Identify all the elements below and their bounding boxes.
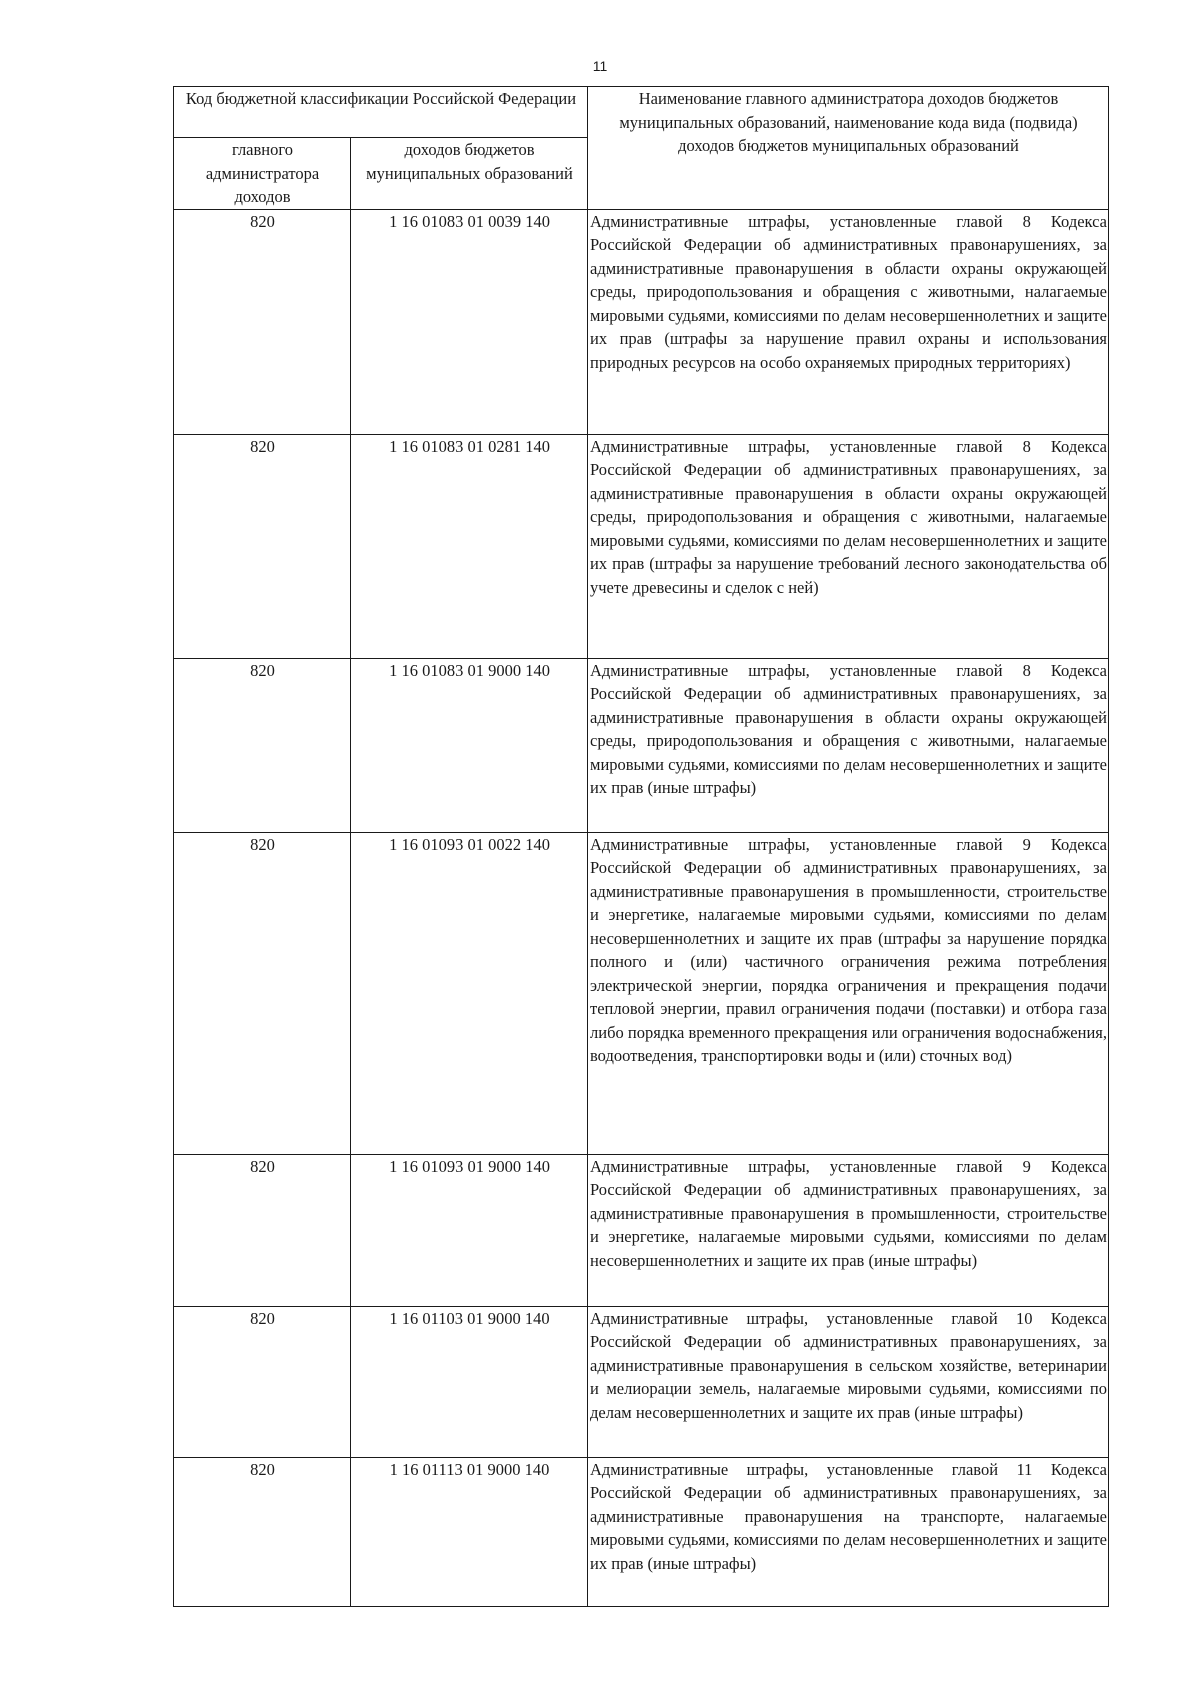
income-code-cell: 1 16 01083 01 9000 140 — [351, 658, 588, 832]
description-cell: Административные штрафы, установленные главой 11 Кодекса Российской Федерации об административных правонарушениях, за административные правонарушения на транспорте, налагаемые мировыми судьями, комиссиями по делам несовершеннолетних и защите их прав (иные штрафы) — [588, 1457, 1109, 1606]
budget-classification-table — [173, 86, 1109, 1607]
admin-code-cell: 820 — [174, 1457, 351, 1606]
description-cell: Административные штрафы, установленные главой 8 Кодекса Российской Федерации об административных правонарушениях, за административные правонарушения в области охраны окружающей среды, природопользования и обращения с животными, налагаемые мировыми судьями, комиссиями по делам несовершеннолетних и защите их прав (штрафы за нарушение требований лесного законодательства об учете древесины и сделок с ней) — [588, 434, 1109, 658]
table-body — [174, 209, 1109, 1606]
table-row — [174, 434, 1109, 658]
admin-code-cell: 820 — [174, 209, 351, 434]
admin-code-cell: 820 — [174, 832, 351, 1154]
admin-code-cell: 820 — [174, 1154, 351, 1306]
admin-code-cell: 820 — [174, 1306, 351, 1457]
header-income-code-column: доходов бюджетов муниципальных образований — [351, 138, 588, 210]
admin-code-cell: 820 — [174, 658, 351, 832]
description-cell: Административные штрафы, установленные главой 8 Кодекса Российской Федерации об административных правонарушениях, за административные правонарушения в области охраны окружающей среды, природопользования и обращения с животными, налагаемые мировыми судьями, комиссиями по делам несовершеннолетних и защите их прав (иные штрафы) — [588, 658, 1109, 832]
table-row — [174, 832, 1109, 1154]
income-code-cell: 1 16 01083 01 0281 140 — [351, 434, 588, 658]
description-cell: Административные штрафы, установленные главой 8 Кодекса Российской Федерации об административных правонарушениях, за административные правонарушения в области охраны окружающей среды, природопользования и обращения с животными, налагаемые мировыми судьями, комиссиями по делам несовершеннолетних и защите их прав (штрафы за нарушение правил охраны и использования природных ресурсов на особо охраняемых природных территориях) — [588, 209, 1109, 434]
table-header — [174, 87, 1109, 210]
table-row — [174, 209, 1109, 434]
table-row — [174, 1154, 1109, 1306]
income-code-cell: 1 16 01113 01 9000 140 — [351, 1457, 588, 1606]
income-code-cell: 1 16 01083 01 0039 140 — [351, 209, 588, 434]
header-name-column: Наименование главного администратора доходов бюджетов муниципальных образований, наименование кода вида (подвида) доходов бюджетов муниципальных образований — [588, 87, 1109, 210]
income-code-cell: 1 16 01093 01 9000 140 — [351, 1154, 588, 1306]
description-cell: Административные штрафы, установленные главой 10 Кодекса Российской Федерации об административных правонарушениях, за административные правонарушения в сельском хозяйстве, ветеринарии и мелиорации земель, налагаемые мировыми судьями, комиссиями по делам несовершеннолетних и защите их прав (иные штрафы) — [588, 1306, 1109, 1457]
description-cell: Административные штрафы, установленные главой 9 Кодекса Российской Федерации об административных правонарушениях, за административные правонарушения в промышленности, строительстве и энергетике, налагаемые мировыми судьями, комиссиями по делам несовершеннолетних и защите их прав (штрафы за нарушение порядка полного и (или) частичного ограничения режима потребления электрической энергии, порядка ограничения и прекращения подачи тепловой энергии, правил ограничения подачи (поставки) и отбора газа либо порядка временного прекращения или ограничения водоснабжения, водоотведения, транспортировки воды и (или) сточных вод) — [588, 832, 1109, 1154]
admin-code-cell: 820 — [174, 434, 351, 658]
description-cell: Административные штрафы, установленные главой 9 Кодекса Российской Федерации об административных правонарушениях, за административные правонарушения в промышленности, строительстве и энергетике, налагаемые мировыми судьями, комиссиями по делам несовершеннолетних и защите их прав (иные штрафы) — [588, 1154, 1109, 1306]
header-classification-group: Код бюджетной классификации Российской Федерации — [174, 87, 588, 138]
income-code-cell: 1 16 01103 01 9000 140 — [351, 1306, 588, 1457]
page-number: 11 — [592, 58, 608, 74]
header-admin-code-column: главного администратора доходов — [174, 138, 351, 210]
income-code-cell: 1 16 01093 01 0022 140 — [351, 832, 588, 1154]
table-row — [174, 1457, 1109, 1606]
table-row — [174, 1306, 1109, 1457]
table-row — [174, 658, 1109, 832]
